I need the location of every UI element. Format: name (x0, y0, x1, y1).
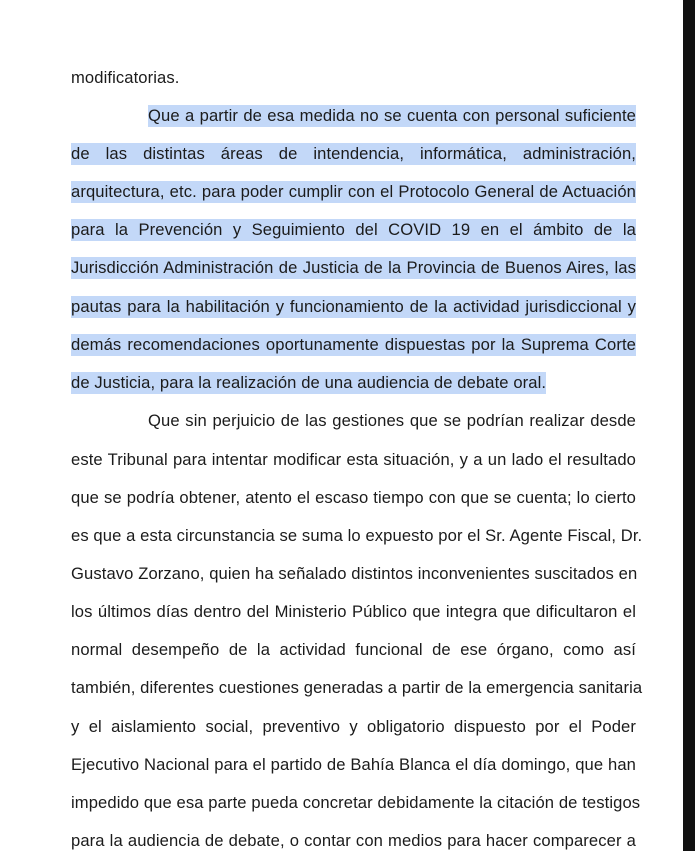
window-edge (683, 0, 695, 851)
text-line-selected[interactable]: de las distintas áreas de intendencia, informática, administración, (71, 144, 636, 163)
text-line-selected[interactable]: Jurisdicción Administración de Justicia de la Provincia de Buenos Aires, las (71, 258, 636, 277)
text-line-selected[interactable]: para la Prevención y Seguimiento del COVID 19 en el ámbito de la (71, 220, 636, 239)
text-line: este Tribunal para intentar modificar esta situación, y a un lado el resultado (71, 450, 636, 469)
text-line-selected[interactable]: pautas para la habilitación y funcionamiento de la actividad jurisdiccional y (71, 297, 636, 316)
text-line: normal desempeño de la actividad funcional de ese órgano, como así (71, 640, 636, 659)
text-line: y el aislamiento social, preventivo y obligatorio dispuesto por el Poder (71, 717, 636, 736)
text-line-selected[interactable]: de Justicia, para la realización de una audiencia de debate oral. (71, 373, 547, 392)
text-line: que se podría obtener, atento el escaso tiempo con que se cuenta; lo cierto (71, 488, 636, 507)
text-line: los últimos días dentro del Ministerio Público que integra que dificultaron el (71, 602, 636, 621)
text-line: Que sin perjuicio de las gestiones que se podrían realizar desde (148, 411, 636, 430)
text-line-selected[interactable]: arquitectura, etc. para poder cumplir con el Protocolo General de Actuación (71, 182, 636, 201)
text-line: Gustavo Zorzano, quien ha señalado distintos inconvenientes suscitados en (71, 564, 638, 583)
text-line: es que a esta circunstancia se suma lo expuesto por el Sr. Agente Fiscal, Dr. (71, 526, 643, 545)
text-line-selected[interactable]: Que a partir de esa medida no se cuenta con personal suficiente (148, 106, 636, 125)
text-line: también, diferentes cuestiones generadas a partir de la emergencia sanitaria (71, 678, 643, 697)
text-line: Ejecutivo Nacional para el partido de Bahía Blanca el día domingo, que han (71, 755, 636, 774)
text-line: modificatorias. (71, 68, 180, 87)
text-line: para la audiencia de debate, o contar con medios para hacer comparecer a (71, 831, 636, 850)
text-line: impedido que esa parte pueda concretar debidamente la citación de testigos (71, 793, 641, 812)
text-line-selected[interactable]: demás recomendaciones oportunamente dispuestas por la Suprema Corte (71, 335, 636, 354)
